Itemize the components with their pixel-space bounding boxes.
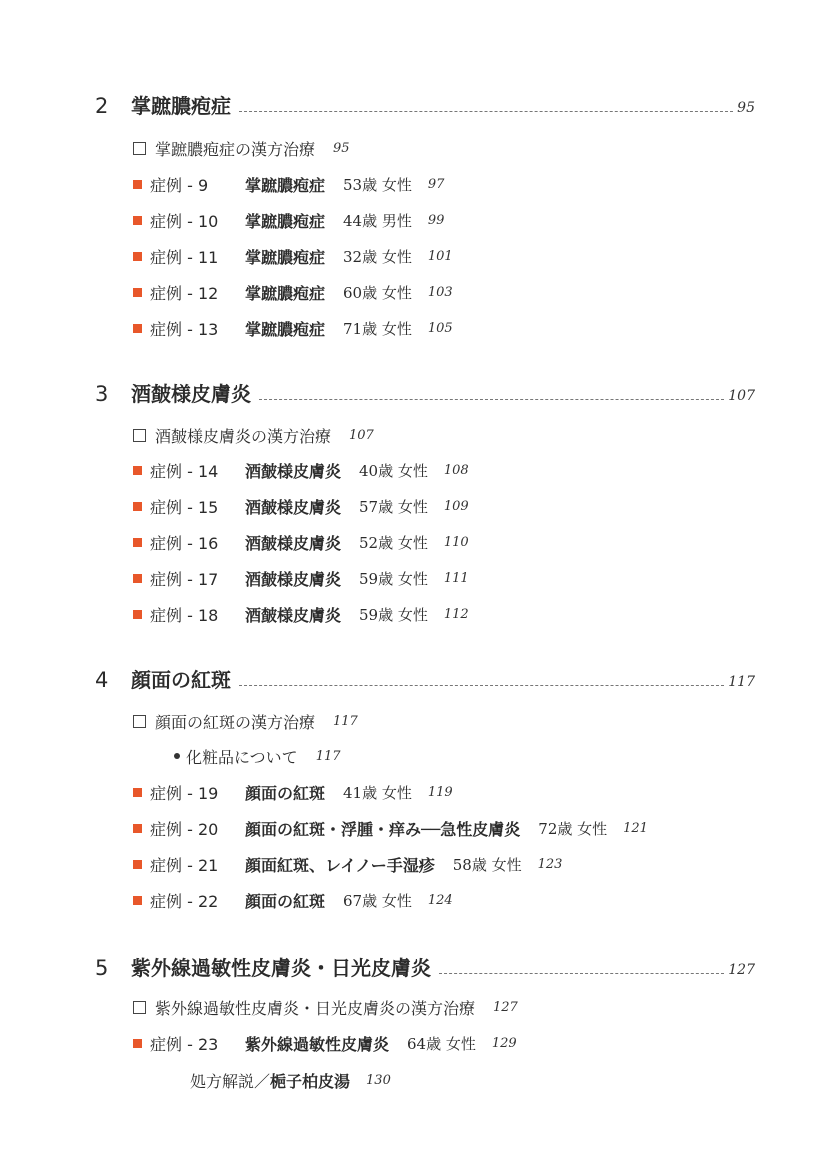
prescription-note[interactable] bbox=[190, 1068, 391, 1092]
entry-page: 99 bbox=[427, 212, 445, 228]
entry-page: 123 bbox=[537, 856, 563, 872]
case-title: 酒皶様皮膚炎 bbox=[245, 461, 342, 481]
section-page: 95 bbox=[737, 100, 755, 116]
dotted-leader bbox=[439, 972, 724, 974]
section-heading[interactable] bbox=[95, 88, 755, 118]
case-title: 酒皶様皮膚炎 bbox=[245, 569, 342, 589]
entry-page: 121 bbox=[623, 820, 648, 836]
case-label: 症例 - 13 bbox=[150, 319, 219, 339]
case-title: 酒皶様皮膚炎 bbox=[245, 605, 342, 625]
case-entry[interactable] bbox=[133, 208, 444, 232]
case-entry[interactable] bbox=[133, 888, 453, 912]
orange-square-icon bbox=[133, 324, 142, 333]
case-label: 症例 - 18 bbox=[150, 605, 219, 625]
case-entry[interactable] bbox=[133, 602, 469, 626]
orange-square-icon bbox=[133, 1039, 142, 1048]
case-entry[interactable] bbox=[133, 816, 648, 840]
checkbox-square-icon bbox=[133, 429, 146, 442]
case-label: 症例 - 16 bbox=[150, 533, 219, 553]
section-number: 4 bbox=[95, 668, 109, 692]
entry-page: 124 bbox=[427, 892, 453, 908]
case-info: 41歳 女性 bbox=[343, 783, 412, 802]
entry-page: 119 bbox=[427, 784, 453, 800]
case-entry[interactable] bbox=[133, 244, 453, 268]
case-title: 顔面の紅斑 bbox=[245, 891, 326, 911]
case-title: 紫外線過敏性皮膚炎 bbox=[245, 1034, 390, 1054]
orange-square-icon bbox=[133, 252, 142, 261]
case-title: 掌蹠膿疱症 bbox=[245, 211, 326, 231]
case-label: 症例 - 9 bbox=[150, 175, 209, 195]
note-prefix: 処方解説／ bbox=[190, 1071, 271, 1091]
case-info: 71歳 女性 bbox=[343, 319, 412, 338]
case-title: 掌蹠膿疱症 bbox=[245, 175, 326, 195]
case-label: 症例 - 11 bbox=[150, 247, 219, 267]
checkbox-square-icon bbox=[133, 142, 146, 155]
orange-square-icon bbox=[133, 466, 142, 475]
case-entry[interactable] bbox=[133, 780, 453, 804]
sub-entry-label: 化粧品について bbox=[186, 747, 298, 767]
orange-square-icon bbox=[133, 288, 142, 297]
case-title: 顔面の紅斑 bbox=[245, 783, 326, 803]
case-label: 症例 - 17 bbox=[150, 569, 219, 589]
dotted-leader bbox=[239, 110, 733, 112]
case-info: 67歳 女性 bbox=[343, 891, 412, 910]
case-entry[interactable] bbox=[133, 316, 453, 340]
entry-page: 109 bbox=[443, 498, 469, 514]
section-title: 紫外線過敏性皮膚炎・日光皮膚炎 bbox=[131, 956, 431, 980]
bullet-dot-icon bbox=[174, 753, 180, 759]
orange-square-icon bbox=[133, 896, 142, 905]
note-title: 梔子柏皮湯 bbox=[270, 1071, 351, 1091]
orange-square-icon bbox=[133, 538, 142, 547]
case-label: 症例 - 20 bbox=[150, 819, 219, 839]
orange-square-icon bbox=[133, 610, 142, 619]
entry-page: 117 bbox=[333, 713, 358, 729]
case-info: 72歳 女性 bbox=[538, 819, 608, 838]
entry-page: 117 bbox=[315, 748, 341, 764]
case-info: 52歳 女性 bbox=[359, 533, 428, 552]
sub-entry[interactable] bbox=[174, 744, 341, 768]
case-info: 32歳 女性 bbox=[343, 247, 412, 266]
overview-label: 掌蹠膿疱症の漢方治療 bbox=[155, 139, 316, 159]
section-page: 117 bbox=[728, 674, 755, 690]
case-info: 40歳 女性 bbox=[359, 461, 428, 480]
entry-page: 127 bbox=[493, 999, 518, 1015]
case-label: 症例 - 23 bbox=[150, 1034, 219, 1054]
case-label: 症例 - 19 bbox=[150, 783, 219, 803]
case-info: 59歳 女性 bbox=[359, 569, 428, 588]
section-number: 2 bbox=[95, 94, 109, 118]
section-number: 3 bbox=[95, 382, 109, 406]
entry-page: 105 bbox=[427, 320, 453, 336]
case-info: 60歳 女性 bbox=[343, 283, 412, 302]
overview-entry[interactable] bbox=[133, 709, 358, 733]
entry-page: 103 bbox=[427, 284, 453, 300]
entry-page: 129 bbox=[491, 1035, 517, 1051]
section-heading[interactable] bbox=[95, 662, 755, 692]
section-page: 107 bbox=[728, 388, 755, 404]
orange-square-icon bbox=[133, 824, 142, 833]
case-label: 症例 - 14 bbox=[150, 461, 219, 481]
case-entry[interactable] bbox=[133, 458, 469, 482]
overview-label: 顔面の紅斑の漢方治療 bbox=[155, 712, 316, 732]
entry-page: 112 bbox=[443, 606, 469, 622]
overview-label: 酒皶様皮膚炎の漢方治療 bbox=[155, 426, 332, 446]
case-title: 酒皶様皮膚炎 bbox=[245, 533, 342, 553]
entry-page: 108 bbox=[443, 462, 469, 478]
section-page: 127 bbox=[728, 962, 755, 978]
case-info: 59歳 女性 bbox=[359, 605, 428, 624]
orange-square-icon bbox=[133, 502, 142, 511]
orange-square-icon bbox=[133, 788, 142, 797]
case-info: 58歳 女性 bbox=[452, 855, 522, 874]
case-entry[interactable] bbox=[133, 494, 469, 518]
case-title: 掌蹠膿疱症 bbox=[245, 283, 326, 303]
dotted-leader bbox=[239, 684, 724, 686]
case-info: 53歳 女性 bbox=[343, 175, 412, 194]
orange-square-icon bbox=[133, 574, 142, 583]
case-entry[interactable] bbox=[133, 530, 469, 554]
case-title: 顔面の紅斑・浮腫・痒み──急性皮膚炎 bbox=[245, 819, 521, 839]
case-entry[interactable] bbox=[133, 566, 469, 590]
overview-entry[interactable] bbox=[133, 136, 350, 160]
section-title: 掌蹠膿疱症 bbox=[131, 94, 231, 118]
orange-square-icon bbox=[133, 180, 142, 189]
case-label: 症例 - 21 bbox=[150, 855, 219, 875]
overview-entry[interactable] bbox=[133, 423, 374, 447]
overview-entry[interactable] bbox=[133, 995, 518, 1019]
entry-page: 107 bbox=[349, 427, 374, 443]
case-title: 顔面紅斑、レイノー手湿疹 bbox=[245, 855, 435, 875]
case-label: 症例 - 10 bbox=[150, 211, 219, 231]
entry-page: 95 bbox=[333, 140, 350, 156]
section-title: 顔面の紅斑 bbox=[131, 668, 231, 692]
entry-page: 130 bbox=[366, 1072, 391, 1088]
case-entry[interactable] bbox=[133, 172, 444, 196]
overview-label: 紫外線過敏性皮膚炎・日光皮膚炎の漢方治療 bbox=[155, 998, 476, 1018]
entry-page: 101 bbox=[427, 248, 453, 264]
case-entry[interactable] bbox=[133, 1031, 517, 1055]
case-entry[interactable] bbox=[133, 852, 562, 876]
section-number: 5 bbox=[95, 956, 109, 980]
case-title: 掌蹠膿疱症 bbox=[245, 247, 326, 267]
section-title: 酒皶様皮膚炎 bbox=[131, 382, 251, 406]
checkbox-square-icon bbox=[133, 1001, 146, 1014]
case-info: 57歳 女性 bbox=[359, 497, 428, 516]
entry-page: 110 bbox=[443, 534, 469, 550]
case-entry[interactable] bbox=[133, 280, 453, 304]
case-label: 症例 - 22 bbox=[150, 891, 219, 911]
case-label: 症例 - 12 bbox=[150, 283, 219, 303]
orange-square-icon bbox=[133, 216, 142, 225]
dotted-leader bbox=[259, 398, 724, 400]
case-title: 酒皶様皮膚炎 bbox=[245, 497, 342, 517]
orange-square-icon bbox=[133, 860, 142, 869]
case-title: 掌蹠膿疱症 bbox=[245, 319, 326, 339]
section-heading[interactable] bbox=[95, 376, 755, 406]
entry-page: 111 bbox=[443, 570, 469, 586]
case-info: 44歳 男性 bbox=[343, 211, 412, 230]
section-heading[interactable] bbox=[95, 950, 755, 980]
checkbox-square-icon bbox=[133, 715, 146, 728]
case-info: 64歳 女性 bbox=[407, 1034, 476, 1053]
case-label: 症例 - 15 bbox=[150, 497, 219, 517]
entry-page: 97 bbox=[427, 176, 445, 192]
